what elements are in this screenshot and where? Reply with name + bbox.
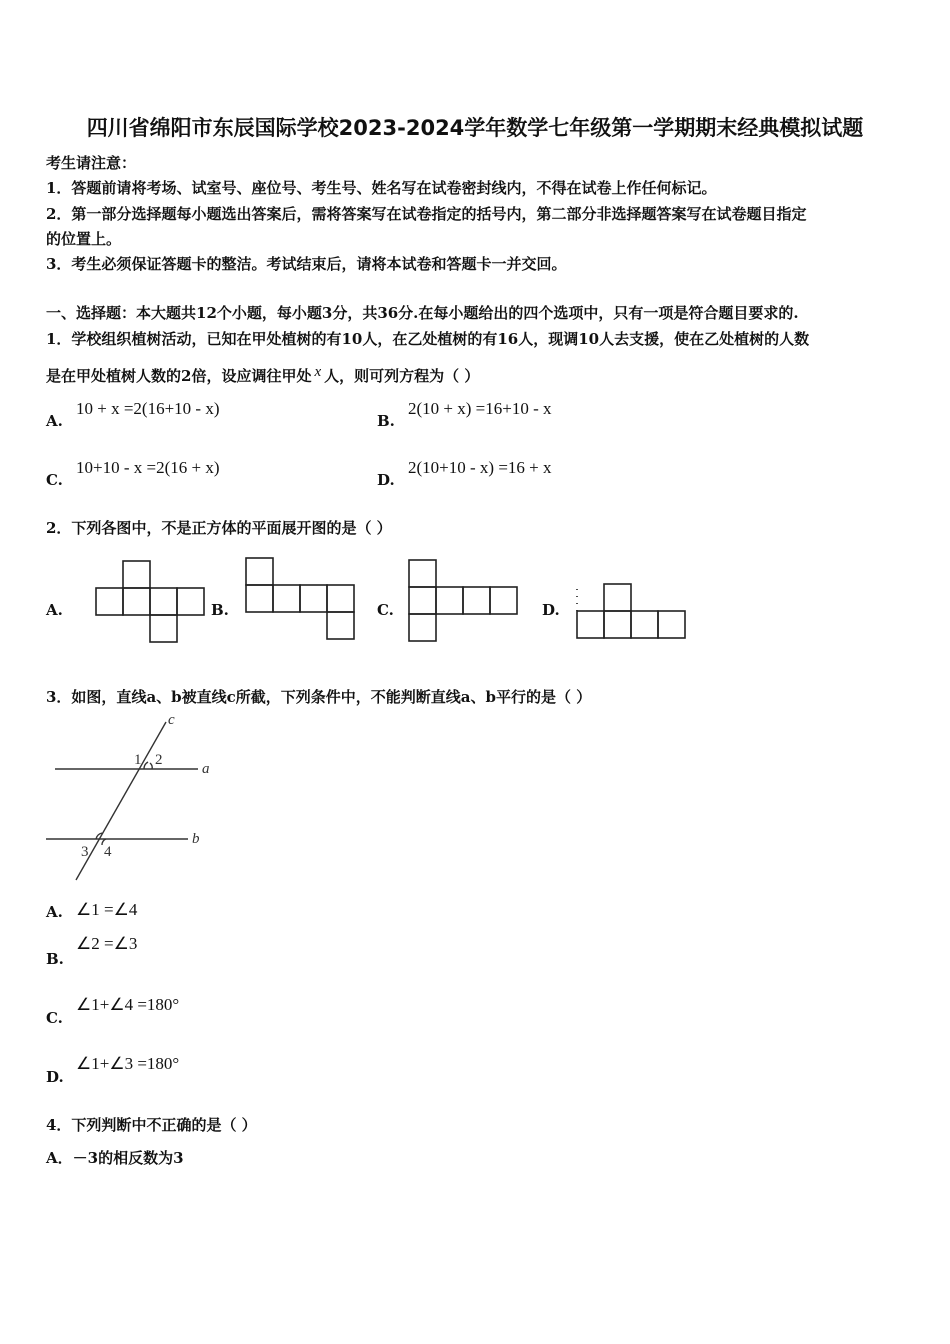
q1-line2 <box>46 365 479 386</box>
q1-option-c-label[interactable]: C. <box>46 471 63 489</box>
angle-1-label: 1 <box>134 752 142 768</box>
section-heading: 一、选择题：本大题共12个小题，每小题3分，共36分.在每小题给出的四个选项中，只有一项是符合题目要求的. <box>46 304 799 322</box>
net-figure-c <box>408 559 520 643</box>
q3-text: 3．如图，直线a、b被直线c所截，下列条件中，不能判断直线a、b平行的是（ ） <box>46 688 592 706</box>
net-figure-d <box>576 583 688 641</box>
q3-option-d-label[interactable]: D. <box>46 1068 64 1086</box>
angle-2-label: 2 <box>155 752 163 768</box>
net-figure-b <box>245 557 357 641</box>
q3-option-b-expr: ∠2 =∠3 <box>76 934 138 953</box>
label-a: a <box>202 761 210 777</box>
page-title: 四川省绵阳市东辰国际学校2023-2024学年数学七年级第一学期期末经典模拟试题 <box>86 116 864 140</box>
notice-item-2: 2．第一部分选择题每小题选出答案后，需将答案写在试卷指定的括号内，第二部分非选择题答案写在试卷题目指定 <box>46 205 807 223</box>
q3-option-a-expr: ∠1 =∠4 <box>76 900 138 919</box>
net-figure-a <box>95 560 207 644</box>
q3-option-d-expr: ∠1+∠3 =180° <box>76 1054 180 1073</box>
q1-option-d-label[interactable]: D. <box>377 471 395 489</box>
q3-option-a-label[interactable]: A. <box>46 903 63 921</box>
line-c <box>76 722 166 880</box>
angle-3-label: 3 <box>81 844 89 860</box>
q1-line2b: 人，则可列方程为（ ） <box>324 367 480 385</box>
q1-line1: 1．学校组织植树活动，已知在甲处植树的有10人，在乙处植树的有16人，现调10人去支援，使在乙处植树的人数 <box>46 330 810 348</box>
q2-option-a-label[interactable]: A. <box>46 601 63 619</box>
label-c: c <box>168 712 175 728</box>
q1-var: x <box>314 364 322 380</box>
q2-option-d-label[interactable]: D. <box>542 601 560 619</box>
q1-option-a-expr: 10 + x =2(16+10 - x) <box>76 399 220 418</box>
q1-option-c-expr: 10+10 - x =2(16 + x) <box>76 458 220 477</box>
notice-heading: 考生请注意： <box>46 154 137 172</box>
q3-option-c-expr: ∠1+∠4 =180° <box>76 995 180 1014</box>
q4-text: 4．下列判断中不正确的是（ ） <box>46 1116 257 1134</box>
angle-4-label: 4 <box>104 844 112 860</box>
notice-item-3: 3．考生必须保证答题卡的整洁。考试结束后，请将本试卷和答题卡一并交回。 <box>46 255 567 273</box>
q3-option-c-label[interactable]: C. <box>46 1009 63 1027</box>
q1-option-a-label[interactable]: A. <box>46 412 63 430</box>
q4-option-a[interactable]: A．－3的相反数为3 <box>46 1149 184 1167</box>
q2-text: 2．下列各图中，不是正方体的平面展开图的是（ ） <box>46 519 392 537</box>
q2-option-b-label[interactable]: B. <box>211 601 229 619</box>
q1-option-d-expr: 2(10+10 - x) =16 + x <box>408 458 552 477</box>
q3-option-b-label[interactable]: B. <box>46 950 64 968</box>
notice-item-2-cont: 的位置上。 <box>46 230 122 248</box>
q3-figure <box>40 712 230 887</box>
notice-item-1: 1．答题前请将考场、试室号、座位号、考生号、姓名写在试卷密封线内，不得在试卷上作任何标记。 <box>46 179 717 197</box>
q1-option-b-expr: 2(10 + x) =16+10 - x <box>408 399 552 418</box>
q2-option-c-label[interactable]: C. <box>377 601 394 619</box>
q1-option-b-label[interactable]: B. <box>377 412 395 430</box>
label-b: b <box>192 831 200 847</box>
q1-line2a: 是在甲处植树人数的2倍，设应调往甲处 <box>46 367 312 385</box>
